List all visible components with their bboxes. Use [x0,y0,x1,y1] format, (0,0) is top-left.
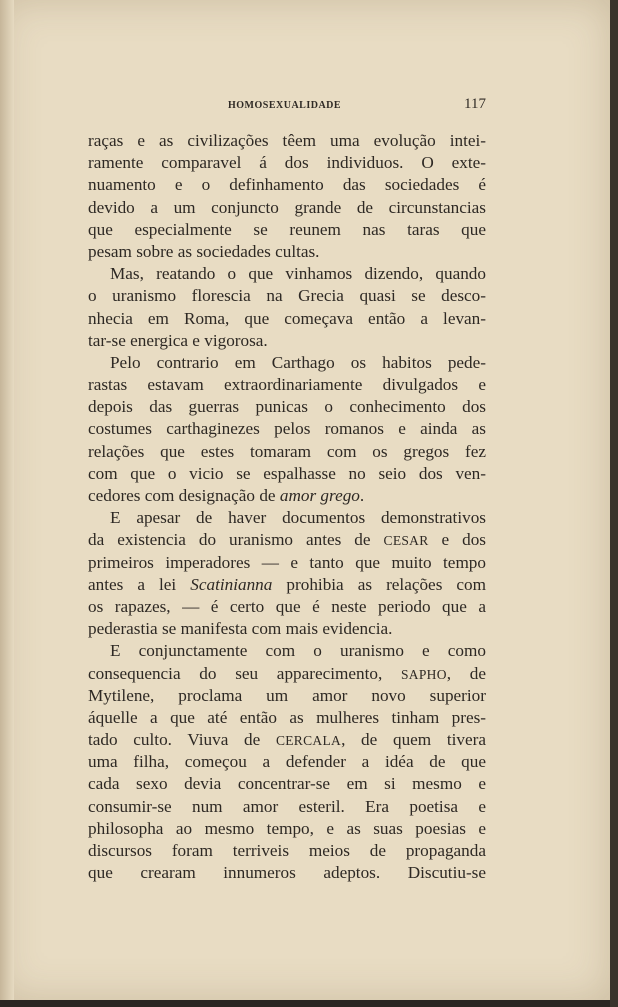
text-line: Mas, reatando o que vinhamos dizendo, quando [110,264,486,284]
text-line [88,485,486,507]
text-line: com que o vicio se espalhasse no seio dos ven- [88,463,486,483]
text-line: Pelo contrario em Carthago os habitos pede- [110,352,486,372]
text-line: philosopha ao mesmo tempo, e as suas poesias e [88,818,486,838]
text-run: . [359,486,365,505]
text-line: cada sexo devia concentrar-se em si mesmo e [88,774,486,794]
text-line: devido a um conjuncto grande de circunstancias [88,197,486,217]
text-line [88,729,486,751]
text-line: áquelle a que até então as mulheres tinham pres- [88,707,486,727]
text-line: E apesar de haver documentos demonstrativos [110,508,486,528]
text-run: da existencia do uranismo antes de [88,530,384,550]
text-run: cedores com designação de [88,486,280,505]
text-line: primeiros imperadores — e tanto que muito tempo [88,552,486,572]
page-gutter [0,0,14,1000]
text-line: E conjunctamente com o uranismo e como [110,641,486,661]
text-line: nuamento e o definhamento das sociedades é [88,175,486,195]
text-line [88,663,486,685]
text-line [88,529,486,551]
small-caps-name: SAPHO [400,666,447,682]
page-header [88,96,486,116]
italic-term: Scatinianna [190,574,273,594]
text-line: raças e as civilizações têem uma evolução intei- [88,131,486,150]
text-line: que especialmente se reunem nas taras que [88,219,486,239]
text-line: pederastia se manifesta com mais evidencia. [88,619,393,639]
small-caps-name: CERCALA [275,733,342,749]
text-line: discursos foram terriveis meios de propaganda [88,841,486,860]
small-caps-name: CESAR [383,533,429,549]
italic-term: amor grego [279,486,360,505]
text-line: consumir-se num amor esteril. Era poetisa e [88,796,486,816]
text-run: antes a lei [88,574,191,594]
text-line: ramente comparavel á dos individuos. O exte- [88,153,486,173]
text-line: nhecia em Roma, que começava então a levan- [88,308,486,328]
text-line: que crearam innumeros adeptos. Discutiu-se [88,863,486,883]
text-run: tado culto. Viuva de [88,730,276,750]
text-run: prohibia as relações com [272,574,487,594]
text-line: pesam sobre as sociedades cultas. [88,241,320,261]
text-line: depois das guerras punicas o conhecimento dos [88,397,486,417]
text-line: os rapazes, — é certo que é neste periodo que a [88,596,486,616]
text-line: rastas estavam extraordinariamente divulgados e [88,375,486,395]
text-run: , de quem tivera [341,730,486,750]
text-run: e dos [428,530,486,550]
running-title: HOMOSEXUALIDADE [228,100,342,111]
text-line: costumes carthaginezes pelos romanos e ainda as [88,419,486,439]
page-edge [610,0,618,1007]
text-run: consequencia do seu apparecimento, [88,663,401,683]
text-run: , de [446,663,486,683]
text-line: Mytilene, proclama um amor novo superior [88,685,486,705]
text-line: o uranismo florescia na Grecia quasi se desco- [88,286,486,306]
text-line [88,574,486,596]
body-text [88,130,486,884]
text-line: relações que estes tomaram com os gregos fez [88,441,486,461]
text-line: uma filha, começou a defender a idéa de que [88,752,486,772]
text-line: tar-se energica e vigorosa. [88,330,268,350]
page-number: 117 [464,96,486,112]
